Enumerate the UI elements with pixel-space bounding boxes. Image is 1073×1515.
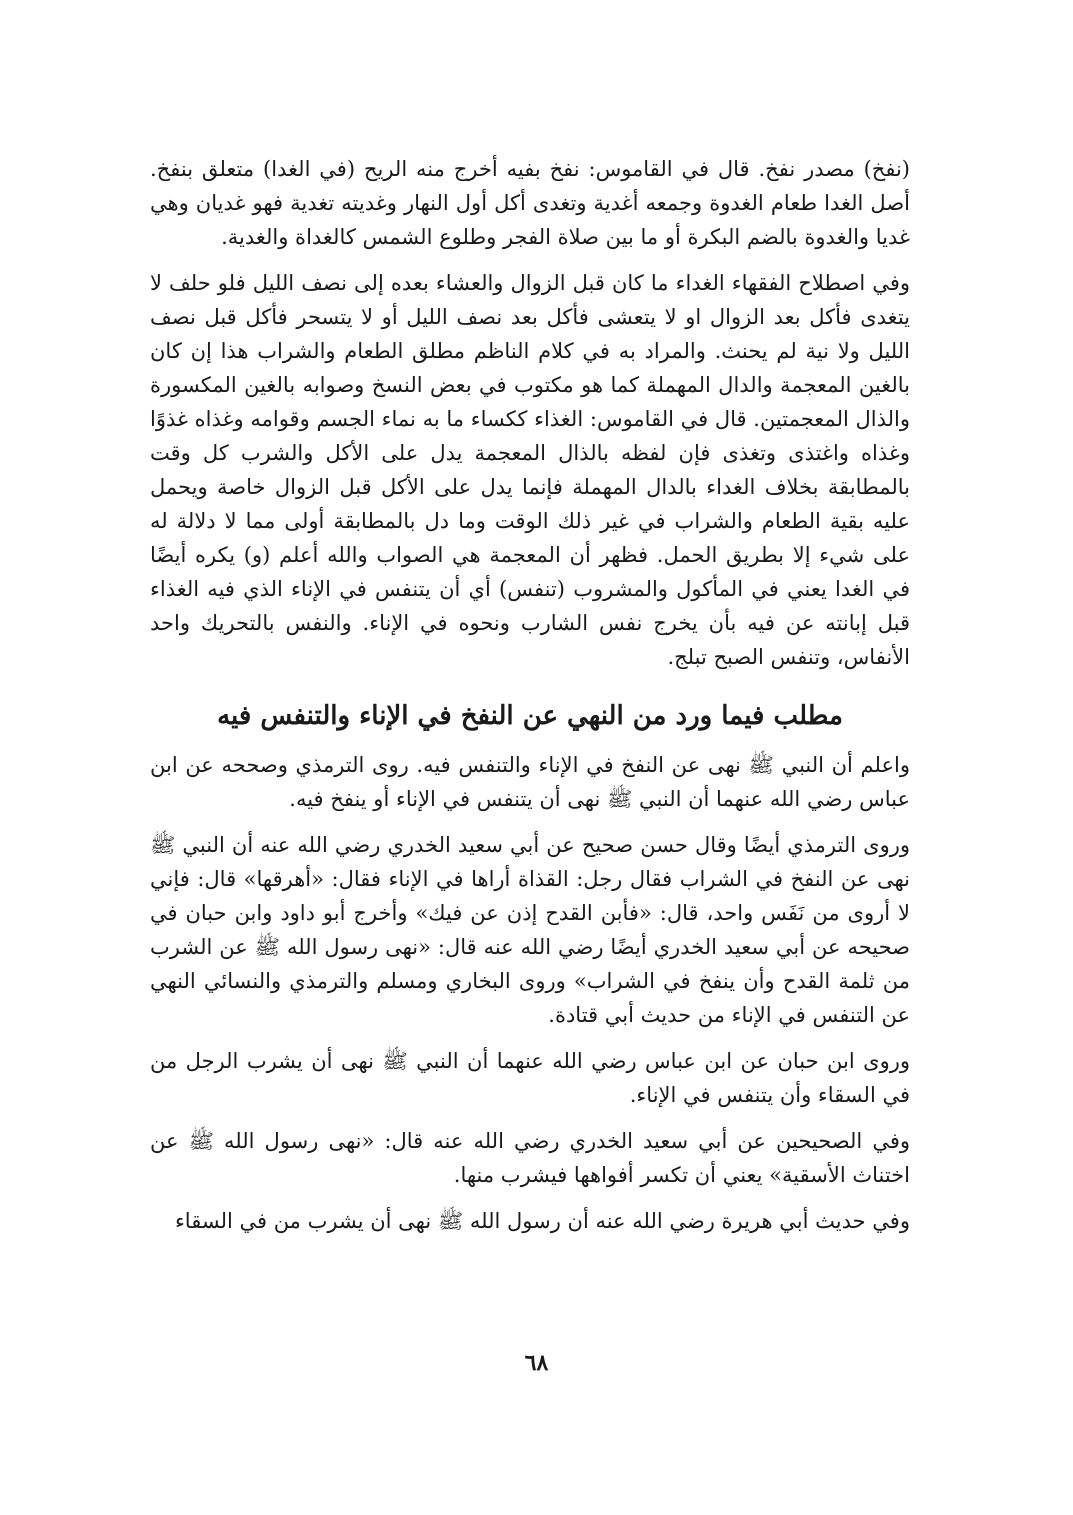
section-heading: مطلب فيما ورد من النهي عن النفخ في الإناء والتنفس فيه: [217, 701, 843, 731]
paragraph-tirmidhi-narration: وروى الترمذي أيضًا وقال حسن صحيح عن أبي سعيد الخدري رضي الله عنه أن النبي ﷺ نهى عن النفخ في الشراب فقال رجل: القذاة أراها في الإناء فقال: «أهرقها» قال: فإني لا أروى من نَفَس واحد، قال: «فأبن القدح إذن عن فيك» وأخرج أبو داود وابن حبان في صحيحه عن أبي سعيد الخدري أيضًا رضي الله عنه قال: «نهى رسول الله ﷺ عن الشرب من ثلمة القدح وأن ينفخ في الشراب» وروى البخاري ومسلم والترمذي والنسائي النهي عن التنفس في الإناء من حديث أبي قتادة.: [150, 833, 910, 1027]
paragraph-nafkh-definition: (نفخ) مصدر نفخ. قال في القاموس: نفخ بفيه أخرج منه الريح (في الغدا) متعلق بنفخ. أصل الغدا طعام الغدوة وجمعه أغدية وتغدى أكل أول النهار وغديته تغدية فهو غديان وهي غديا والغدوة بالضم البكرة أو ما بين صلاة الفجر وطلوع الشمس كالغداة والغدية.: [150, 157, 910, 249]
page-body: [150, 152, 910, 1250]
paragraph-abu-hurayra-narration: وفي حديث أبي هريرة رضي الله عنه أن رسول الله ﷺ نهى أن يشرب من في السقاء: [174, 1209, 910, 1233]
paragraph-fuqaha-terminology: وفي اصطلاح الفقهاء الغداء ما كان قبل الزوال والعشاء بعده إلى نصف الليل فلو حلف لا يتغدى فأكل بعد الزوال او لا يتعشى فأكل بعد نصف الليل أو لا يتسحر فأكل قبل نصف الليل ولا نية لم يحنث. والمراد به في كلام الناظم مطلق الطعام والشراب هذا إن كان بالغين المعجمة والدال المهملة كما هو مكتوب في بعض النسخ وصوابه بالغين المكسورة والذال المعجمتين. قال في القاموس: الغذاء ككساء ما به نماء الجسم وقوامه وغذاه غذوًا وغذاه واغتذى وتغذى فإن لفظه بالذال المعجمة يدل على الأكل والشرب كل وقت بالمطابقة بخلاف الغداء بالدال المهملة فإنما يدل على الأكل قبل الزوال خاصة ويحمل عليه بقية الطعام والشراب في غير ذلك الوقت وما دل بالمطابقة أولى مما لا دلالة له على شيء إلا بطريق الحمل. فظهر أن المعجمة هي الصواب والله أعلم (و) يكره أيضًا في الغدا يعني في المأكول والمشروب (تنفس) أي أن يتنفس في الإناء الذي فيه الغذاء قبل إبانته عن فيه بأن يخرج نفس الشارب ونحوه في الإناء. والنفس بالتحريك واحد الأنفاس، وتنفس الصبح تبلج.: [150, 271, 910, 669]
paragraph-ibn-hibban-narration: وروى ابن حبان عن ابن عباس رضي الله عنهما أن النبي ﷺ نهى أن يشرب الرجل من في السقاء وأن يتنفس في الإناء.: [150, 1049, 910, 1107]
page-number: ٦٨: [524, 1350, 549, 1376]
paragraph-sahihayn-narration: وفي الصحيحين عن أبي سعيد الخدري رضي الله عنه قال: «نهى رسول الله ﷺ عن اختناث الأسقية» يعني أن تكسر أفواهها فيشرب منها.: [150, 1129, 910, 1187]
paragraph-prohibition-intro: واعلم أن النبي ﷺ نهى عن النفخ في الإناء والتنفس فيه. روى الترمذي وصححه عن ابن عباس رضي الله عنهما أن النبي ﷺ نهى أن يتنفس في الإناء أو ينفخ فيه.: [150, 753, 910, 811]
